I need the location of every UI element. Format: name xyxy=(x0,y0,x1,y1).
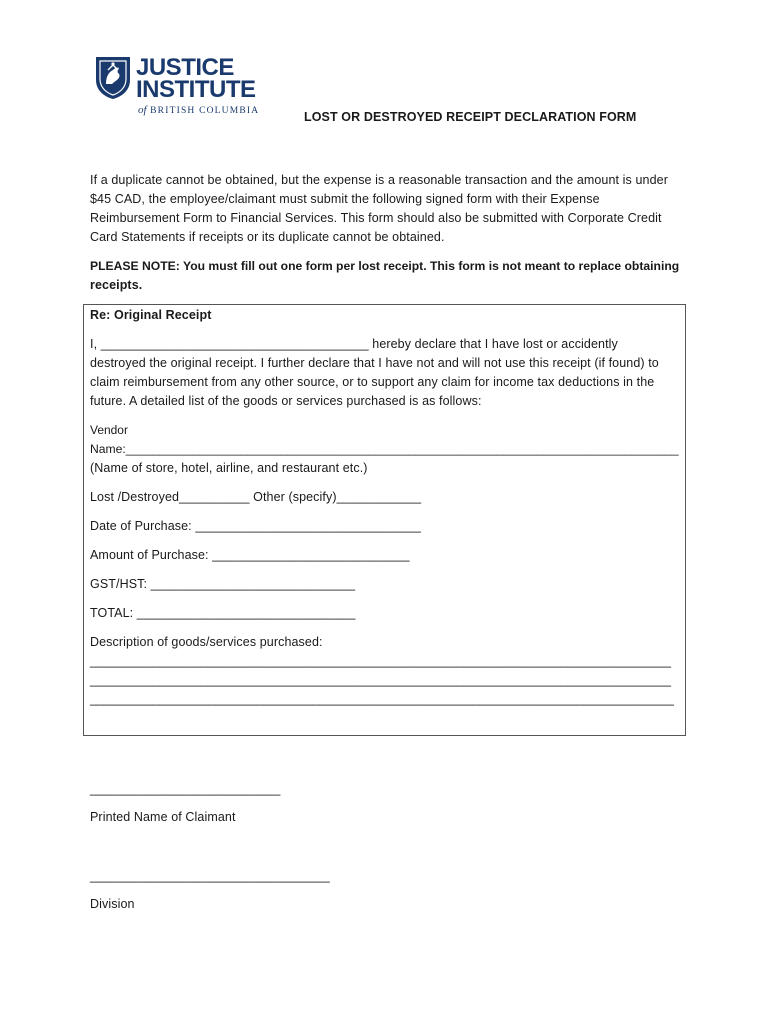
logo xyxy=(94,52,274,122)
gst-hst-field[interactable]: GST/HST: _____________________________ xyxy=(90,577,356,591)
logo-line-1: JUSTICE xyxy=(136,54,234,81)
description-line[interactable]: ____________________________________________________________________________________ xyxy=(90,654,672,668)
please-note xyxy=(90,257,679,295)
vendor-hint: (Name of store, hotel, airline, and restaurant etc.) xyxy=(90,461,368,475)
intro-line: Reimbursement Form to Financial Services. This form should also be submitted with Corporate Credit xyxy=(90,211,662,225)
vendor-label: Vendor xyxy=(90,423,128,437)
crest-icon xyxy=(94,54,132,100)
description-line[interactable]: ____________________________________________________________________________________ xyxy=(90,692,674,706)
claimant-name-label: Printed Name of Claimant xyxy=(90,810,236,824)
intro-paragraph xyxy=(90,171,668,247)
vendor-field xyxy=(90,421,679,478)
declaration-line: future. A detailed list of the goods or services purchased is as follows: xyxy=(90,394,482,408)
date-of-purchase-field[interactable]: Date of Purchase: ________________________________ xyxy=(90,519,421,533)
description-label: Description of goods/services purchased: xyxy=(90,635,323,649)
declaration-line: claim reimbursement from any other source, or to support any claim for income tax deductions in the xyxy=(90,375,655,389)
declaration-line: destroyed the original receipt. I further declare that I have not and will not use this receipt (if found) to xyxy=(90,356,659,370)
description-lines[interactable] xyxy=(90,652,674,709)
intro-line: Card Statements if receipts or its duplicate cannot be obtained. xyxy=(90,230,445,244)
division-label: Division xyxy=(90,897,135,911)
logo-line-2: INSTITUTE xyxy=(136,76,256,103)
description-line[interactable]: ____________________________________________________________________________________ xyxy=(90,673,672,687)
intro-line: If a duplicate cannot be obtained, but the expense is a reasonable transaction and the amount is under xyxy=(90,173,668,187)
logo-subtitle: of BRITISH COLUMBIA xyxy=(138,104,260,116)
form-title: LOST OR DESTROYED RECEIPT DECLARATION FORM xyxy=(304,110,637,124)
note-line: PLEASE NOTE: You must fill out one form per lost receipt. This form is not meant to replace obtaining xyxy=(90,259,680,273)
lost-destroyed-field[interactable]: Lost /Destroyed__________ Other (specify)____________ xyxy=(90,490,422,504)
declaration-text xyxy=(90,335,659,411)
declaration-line[interactable]: I, ______________________________________ hereby declare that I have lost or accidently xyxy=(90,337,618,351)
note-line: receipts. xyxy=(90,278,143,292)
claimant-name-line[interactable]: ___________________________ xyxy=(90,782,281,796)
intro-line: $45 CAD, the employee/claimant must submit the following signed form with their Expense xyxy=(90,192,600,206)
box-heading: Re: Original Receipt xyxy=(90,308,212,322)
total-field[interactable]: TOTAL: _______________________________ xyxy=(90,606,356,620)
vendor-name-field[interactable]: Name:__________________________________________________________________________________ xyxy=(90,442,679,456)
division-line[interactable]: __________________________________ xyxy=(90,869,330,883)
amount-of-purchase-field[interactable]: Amount of Purchase: ____________________________ xyxy=(90,548,410,562)
